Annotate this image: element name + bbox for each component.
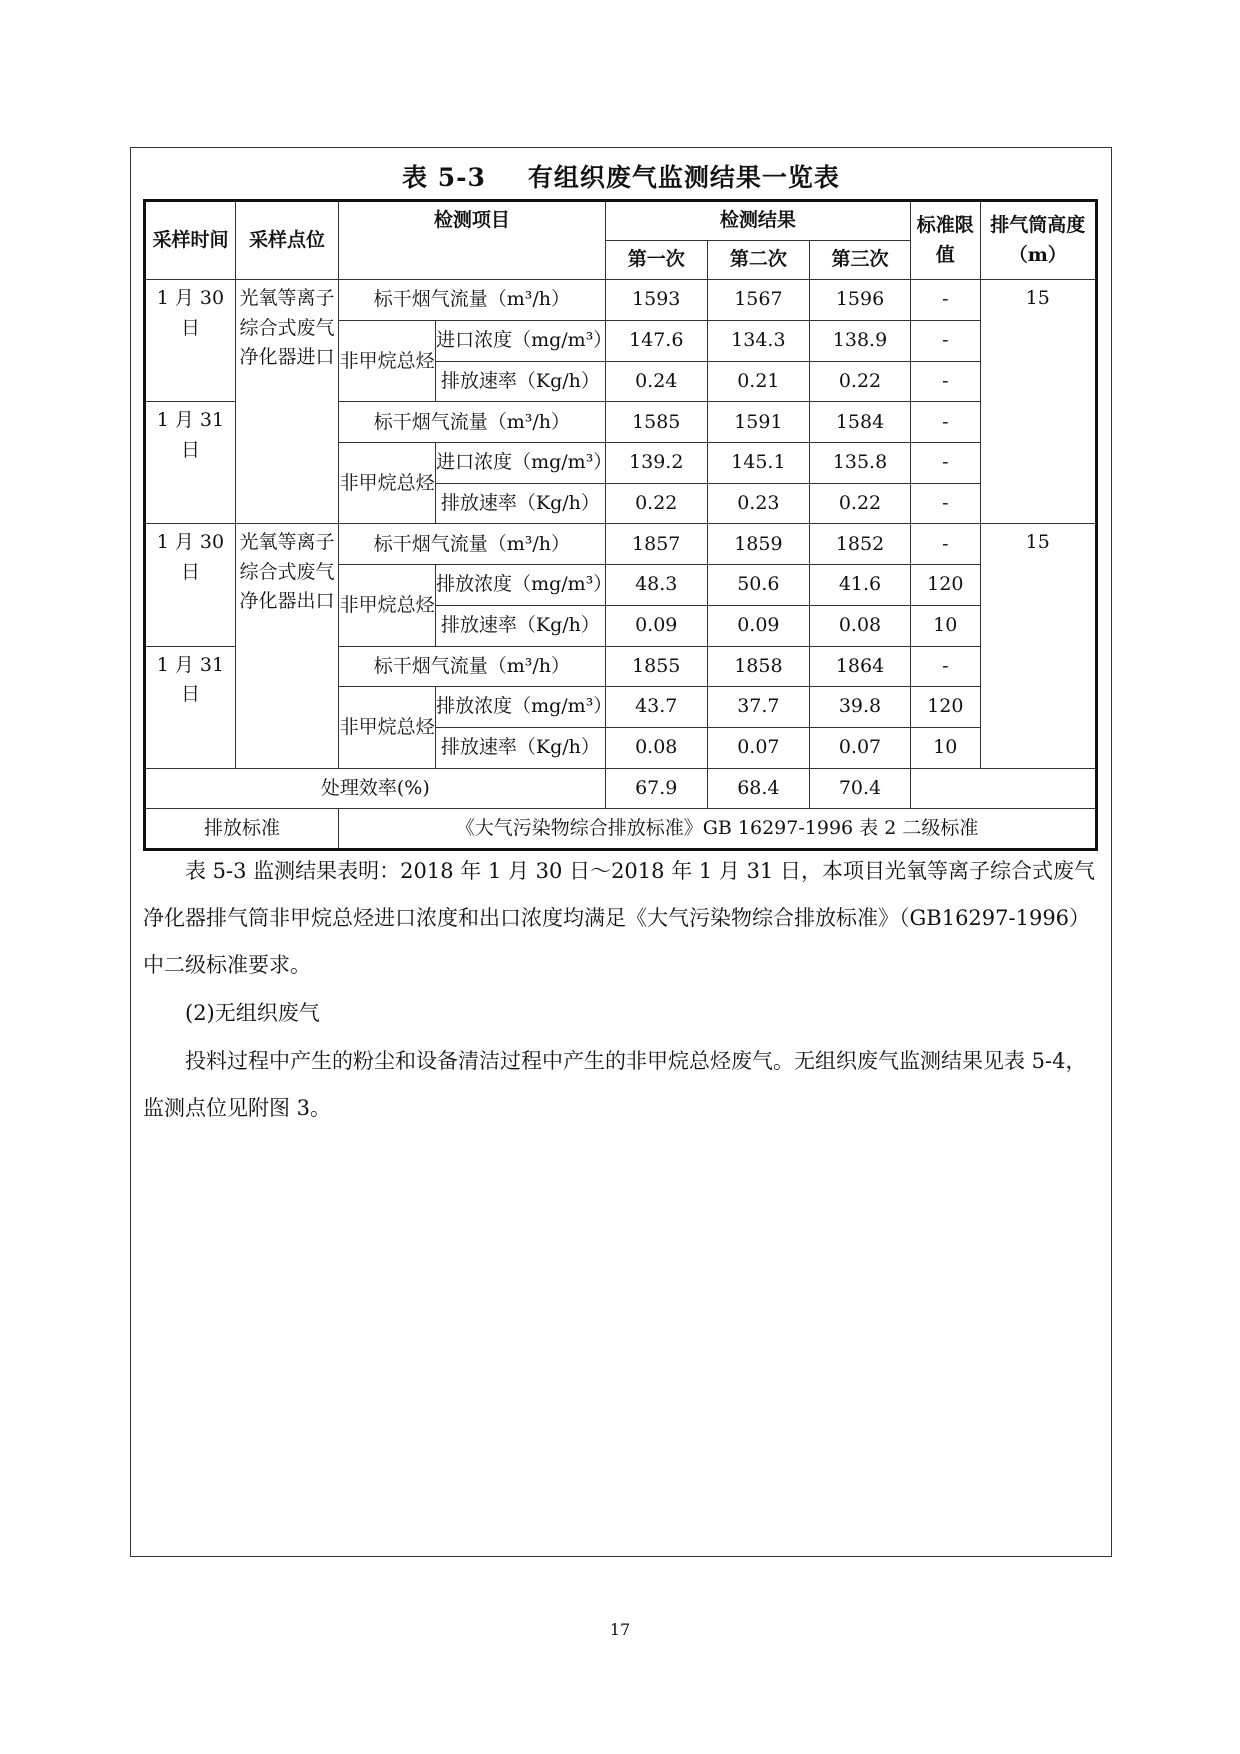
value-cell: 138.9 — [809, 321, 910, 362]
value-cell: 70.4 — [809, 768, 910, 809]
limit-cell: - — [911, 280, 980, 321]
standard-row — [145, 809, 1097, 850]
value-cell: 0.09 — [707, 605, 809, 646]
value-cell: 0.22 — [809, 483, 910, 524]
value-cell: 48.3 — [605, 565, 707, 606]
header-second: 第二次 — [707, 240, 809, 280]
limit-cell: 120 — [911, 687, 980, 728]
limit-cell: 10 — [911, 727, 980, 768]
value-cell: 67.9 — [605, 768, 707, 809]
group-cell: 非甲烷总烃 — [339, 321, 436, 402]
value-cell: 1596 — [809, 280, 910, 321]
flow-label: 标干烟气流量（m³/h） — [339, 646, 606, 687]
limit-cell: - — [911, 321, 980, 362]
limit-cell: - — [911, 402, 980, 443]
value-cell: 37.7 — [707, 687, 809, 728]
value-cell: 0.09 — [605, 605, 707, 646]
conc-label: 进口浓度（mg/m³） — [436, 321, 606, 362]
header-result: 检测结果 — [605, 201, 910, 241]
header-limit: 标准限值 — [911, 201, 980, 280]
value-cell: 0.08 — [809, 605, 910, 646]
location-cell: 光氧等离子综合式废气净化器进口 — [235, 280, 338, 524]
value-cell: 1859 — [707, 524, 809, 565]
value-cell: 135.8 — [809, 443, 910, 484]
header-height: 排气筒高度（m） — [980, 201, 1097, 280]
group-cell: 非甲烷总烃 — [339, 565, 436, 646]
value-cell: 50.6 — [707, 565, 809, 606]
page-frame — [130, 147, 1112, 1557]
header-item: 检测项目 — [339, 201, 606, 280]
limit-cell: 10 — [911, 605, 980, 646]
value-cell: 1857 — [605, 524, 707, 565]
height-cell: 15 — [980, 280, 1097, 524]
value-cell: 43.7 — [605, 687, 707, 728]
table-row — [145, 280, 1097, 321]
value-cell: 1852 — [809, 524, 910, 565]
limit-cell: - — [911, 361, 980, 402]
value-cell: 1585 — [605, 402, 707, 443]
date-cell: 1 月 31 日 — [145, 402, 236, 524]
group-cell: 非甲烷总烃 — [339, 687, 436, 768]
rate-label: 排放速率（Kg/h） — [436, 605, 606, 646]
limit-cell: - — [911, 646, 980, 687]
conc-label: 排放浓度（mg/m³） — [436, 687, 606, 728]
page-number: 17 — [609, 1620, 631, 1639]
height-cell: 15 — [980, 524, 1097, 768]
value-cell: 0.08 — [605, 727, 707, 768]
table-caption — [131, 158, 1111, 194]
conc-label: 排放浓度（mg/m³） — [436, 565, 606, 606]
rate-label: 排放速率（Kg/h） — [436, 727, 606, 768]
date-cell: 1 月 30 日 — [145, 280, 236, 402]
value-cell: 1567 — [707, 280, 809, 321]
monitoring-table — [143, 199, 1098, 851]
value-cell: 134.3 — [707, 321, 809, 362]
table-row — [145, 524, 1097, 565]
value-cell: 139.2 — [605, 443, 707, 484]
header-location: 采样点位 — [235, 201, 338, 280]
flow-label: 标干烟气流量（m³/h） — [339, 280, 606, 321]
conc-label: 进口浓度（mg/m³） — [436, 443, 606, 484]
header-first: 第一次 — [605, 240, 707, 280]
paragraph-results: 表 5-3 监测结果表明：2018 年 1 月 30 日～2018 年 1 月 31 日，本项目光氧等离子综合式废气净化器排气筒非甲烷总烃进口浓度和出口浓度均满足《大气污染物综合排放标准》（GB16297-1996）中二级标准要求。 — [143, 859, 1095, 977]
value-cell: 41.6 — [809, 565, 910, 606]
header-time: 采样时间 — [145, 201, 236, 280]
value-cell: 0.22 — [809, 361, 910, 402]
standard-label: 排放标准 — [145, 809, 339, 850]
value-cell: 0.21 — [707, 361, 809, 402]
flow-label: 标干烟气流量（m³/h） — [339, 524, 606, 565]
rate-label: 排放速率（Kg/h） — [436, 483, 606, 524]
limit-cell: - — [911, 483, 980, 524]
header-third: 第三次 — [809, 240, 910, 280]
standard-text: 《大气污染物综合排放标准》GB 16297-1996 表 2 二级标准 — [339, 809, 1097, 850]
value-cell: 0.24 — [605, 361, 707, 402]
value-cell: 1855 — [605, 646, 707, 687]
table-title: 有组织废气监测结果一览表 — [527, 163, 840, 192]
section-heading: (2)无组织废气 — [185, 1001, 320, 1025]
empty-cell — [911, 768, 1097, 809]
value-cell: 1591 — [707, 402, 809, 443]
value-cell: 147.6 — [605, 321, 707, 362]
value-cell: 0.22 — [605, 483, 707, 524]
paragraph-fugitive: 投料过程中产生的粉尘和设备清洁过程中产生的非甲烷总烃废气。无组织废气监测结果见表 5-4，监测点位见附图 3。 — [143, 1049, 1087, 1120]
value-cell: 1864 — [809, 646, 910, 687]
efficiency-label: 处理效率(%) — [145, 768, 606, 809]
limit-cell: - — [911, 524, 980, 565]
value-cell: 0.07 — [809, 727, 910, 768]
limit-cell: 120 — [911, 565, 980, 606]
value-cell: 39.8 — [809, 687, 910, 728]
limit-cell: - — [911, 443, 980, 484]
value-cell: 145.1 — [707, 443, 809, 484]
flow-label: 标干烟气流量（m³/h） — [339, 402, 606, 443]
location-cell: 光氧等离子综合式废气净化器出口 — [235, 524, 338, 768]
date-cell: 1 月 31 日 — [145, 646, 236, 768]
group-cell: 非甲烷总烃 — [339, 443, 436, 524]
date-cell: 1 月 30 日 — [145, 524, 236, 646]
rate-label: 排放速率（Kg/h） — [436, 361, 606, 402]
value-cell: 68.4 — [707, 768, 809, 809]
table-number: 表 5-3 — [402, 163, 486, 192]
efficiency-row — [145, 768, 1097, 809]
value-cell: 1858 — [707, 646, 809, 687]
value-cell: 1593 — [605, 280, 707, 321]
value-cell: 0.07 — [707, 727, 809, 768]
value-cell: 0.23 — [707, 483, 809, 524]
value-cell: 1584 — [809, 402, 910, 443]
